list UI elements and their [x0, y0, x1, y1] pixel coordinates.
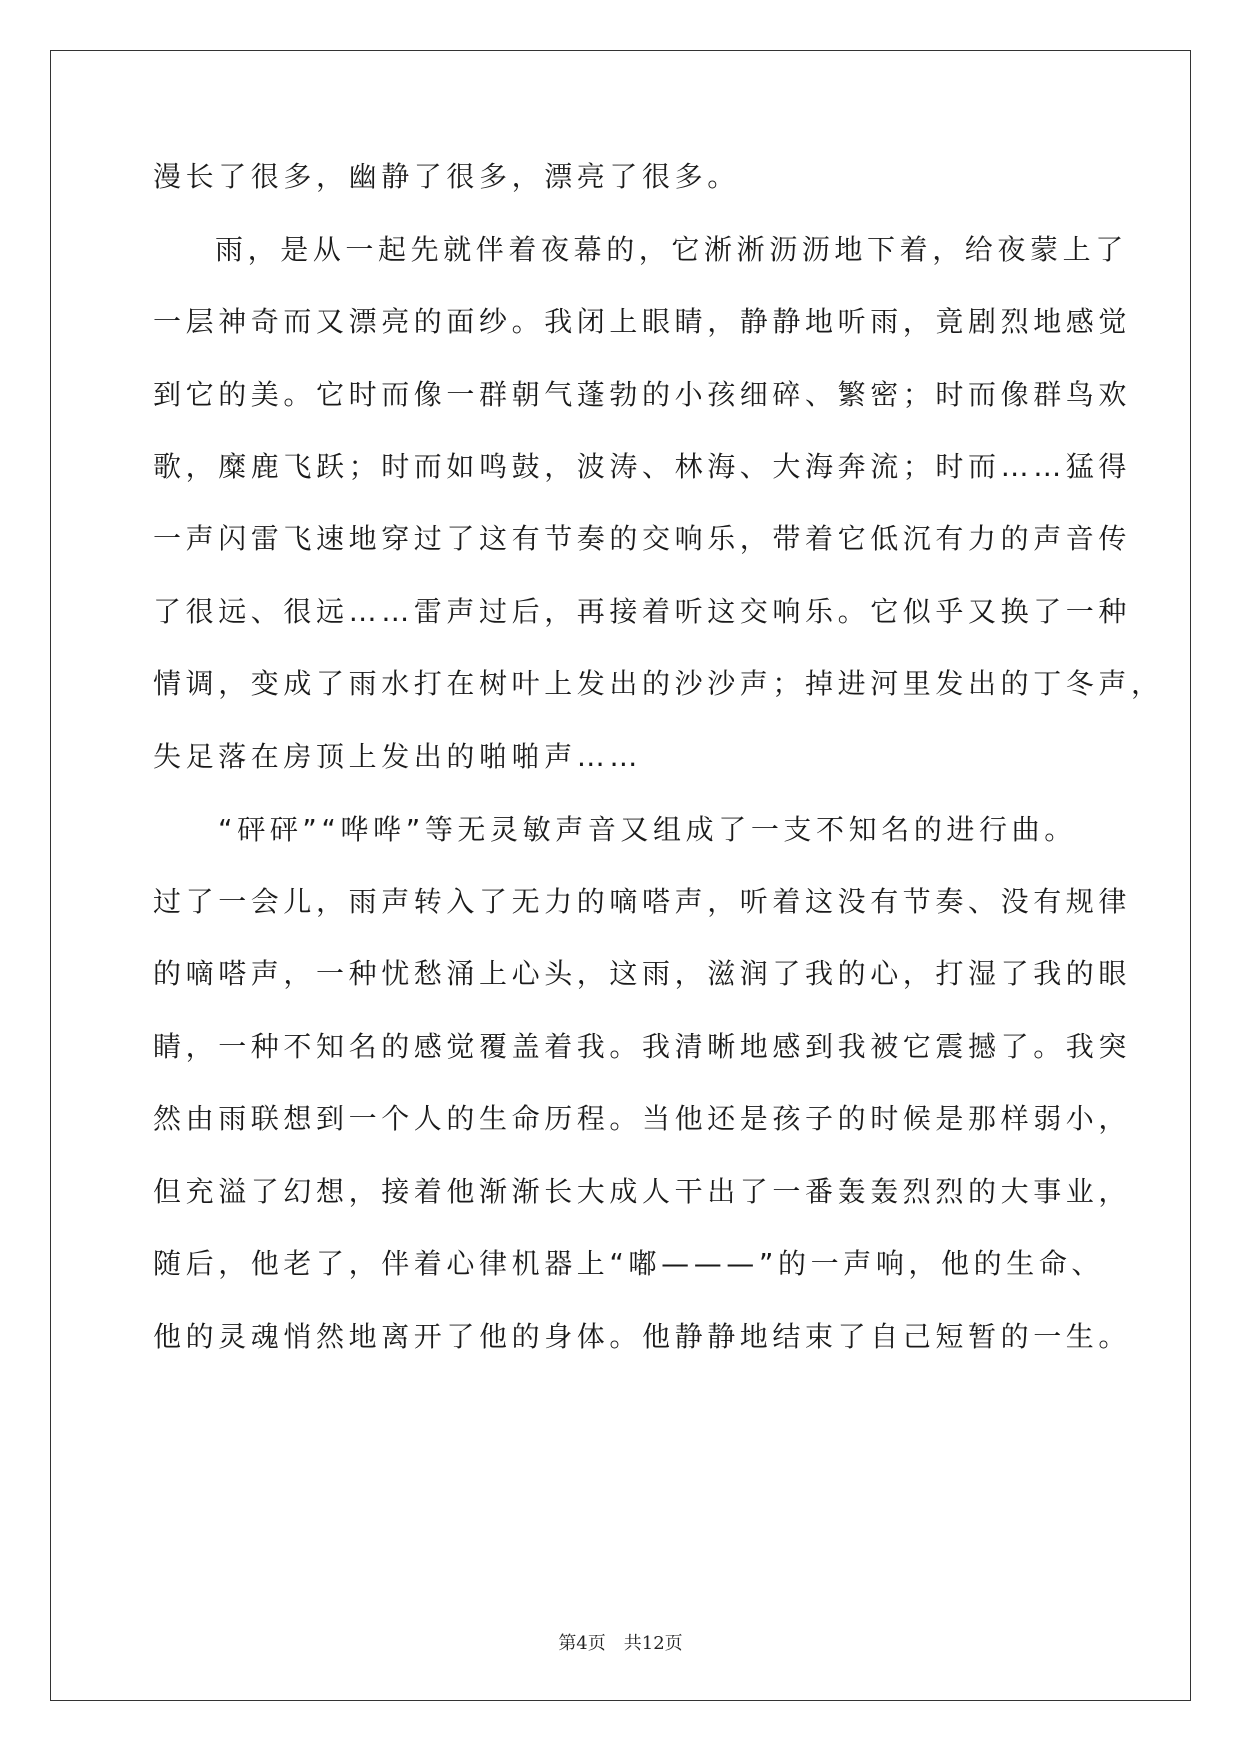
paragraph-start-line: “砰砰”“哗哗”等无灵敏声音又组成了一支不知名的进行曲。 — [218, 813, 1077, 846]
text-line: 但充溢了幻想，接着他渐渐长大成人干出了一番轰轰烈烈的大事业， — [153, 1175, 1132, 1208]
paragraph-start-line: 雨，是从一起先就伴着夜幕的，它淅淅沥沥地下着，给夜蒙上了 — [215, 233, 1128, 266]
page-border — [50, 50, 1191, 1701]
text-line: 他的灵魂悄然地离开了他的身体。他静静地结束了自己短暂的一生。 — [153, 1320, 1132, 1353]
text-line: 到它的美。它时而像一群朝气蓬勃的小孩细碎、繁密；时而像群鸟欢 — [153, 378, 1132, 411]
text-line: 漫长了很多，幽静了很多，漂亮了很多。 — [153, 160, 740, 193]
text-line: 随后，他老了，伴着心律机器上“嘟———”的一声响，他的生命、 — [153, 1247, 1105, 1280]
text-line: 情调，变成了雨水打在树叶上发出的沙沙声；掉进河里发出的丁冬声， — [153, 667, 1164, 700]
page-number: 第4页 共12页 — [558, 1633, 683, 1654]
text-line: 一声闪雷飞速地穿过了这有节奏的交响乐，带着它低沉有力的声音传 — [153, 522, 1132, 555]
text-line: 了很远、很远……雷声过后，再接着听这交响乐。它似乎又换了一种 — [153, 595, 1132, 628]
text-line: 然由雨联想到一个人的生命历程。当他还是孩子的时候是那样弱小， — [153, 1102, 1132, 1135]
text-line: 睛，一种不知名的感觉覆盖着我。我清晰地感到我被它震撼了。我突 — [153, 1030, 1132, 1063]
text-line: 失足落在房顶上发出的啪啪声…… — [153, 740, 643, 773]
text-line: 过了一会儿，雨声转入了无力的嘀嗒声，听着这没有节奏、没有规律 — [153, 885, 1132, 918]
text-line: 的嘀嗒声，一种忧愁涌上心头，这雨，滋润了我的心，打湿了我的眼 — [153, 957, 1132, 990]
text-line: 一层神奇而又漂亮的面纱。我闭上眼睛，静静地听雨，竟剧烈地感觉 — [153, 305, 1132, 338]
text-line: 歌，糜鹿飞跃；时而如鸣鼓，波涛、林海、大海奔流；时而……猛得 — [153, 450, 1132, 483]
